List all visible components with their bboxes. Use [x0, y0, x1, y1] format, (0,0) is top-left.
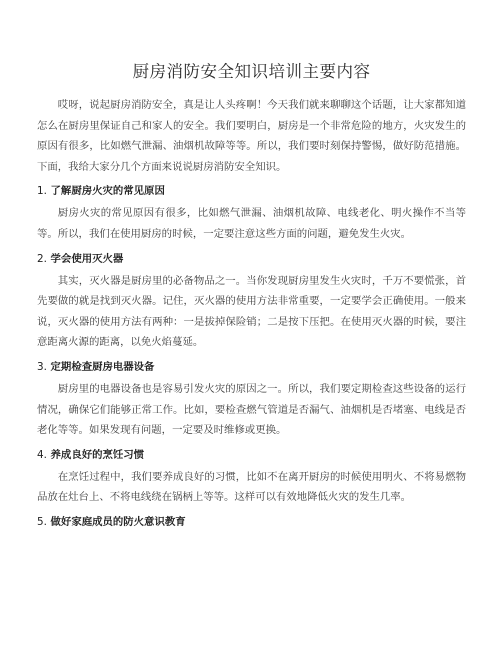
section-2-number: 2.	[37, 252, 47, 265]
section-5-heading	[37, 512, 466, 532]
section-4-body: 在烹饪过程中，我们要养成良好的习惯，比如不在离开厨房的时候使用明火、不将易燃物品放在灶台上、不将电线绕在锅柄上等等。这样可以有效地降低火灾的发生几率。	[37, 470, 466, 504]
section-3-number: 3.	[37, 360, 47, 373]
intro-paragraph: 哎呀，说起厨房消防安全，真是让人头疼啊！今天我们就来聊聊这个话题，让大家都知道怎么在厨房里保证自己和家人的安全。我们要明白，厨房是一个非常危险的地方，火灾发生的原因有很多，比如燃气泄漏、油烟机故障等等。所以，我们要时刻保持警惕，做好防范措施。下面，我给大家分几个方面来说说厨房消防安全知识。	[37, 99, 466, 173]
section-4-title: 养成良好的烹饪习惯	[50, 448, 145, 461]
section-3-title: 定期检查厨房电器设备	[50, 360, 155, 373]
section-1-heading	[37, 181, 466, 201]
section-1-number: 1.	[37, 185, 47, 198]
section-1-body: 厨房火灾的常见原因有很多，比如燃气泄漏、油烟机故障、电线老化、明火操作不当等等。所以，我们在使用厨房的时候，一定要注意这些方面的问题，避免发生火灾。	[37, 207, 466, 240]
section-2-body: 其实，灭火器是厨房里的必备物品之一。当你发现厨房里发生火灾时，千万不要慌张，首先要做的就是找到灭火器。记住，灭火器的使用方法非常重要，一定要学会正确使用。一般来说，灭火器的使用方法有两种：一是拔掉保险销；二是按下压把。在使用灭火器的时候，要注意距离火源的距离，以免火焰蔓延。	[37, 274, 466, 349]
section-4-number: 4.	[37, 448, 47, 461]
section-5-number: 5.	[37, 515, 47, 528]
section-3-body: 厨房里的电器设备也是容易引发火灾的原因之一。所以，我们要定期检查这些设备的运行情况，确保它们能够正常工作。比如，要检查燃气管道是否漏气、油烟机是否堵塞、电线是否老化等等。如果发现有问题，一定要及时维修或更换。	[37, 382, 466, 437]
section-3-heading	[37, 357, 466, 377]
section-1-title: 了解厨房火灾的常见原因	[50, 185, 165, 198]
section-5-title: 做好家庭成员的防火意识教育	[50, 515, 186, 528]
section-2-title: 学会使用灭火器	[50, 252, 124, 265]
section-2-heading	[37, 249, 466, 269]
section-4-heading	[37, 445, 466, 465]
document-title: 厨房消防安全知识培训主要内容	[132, 62, 371, 81]
